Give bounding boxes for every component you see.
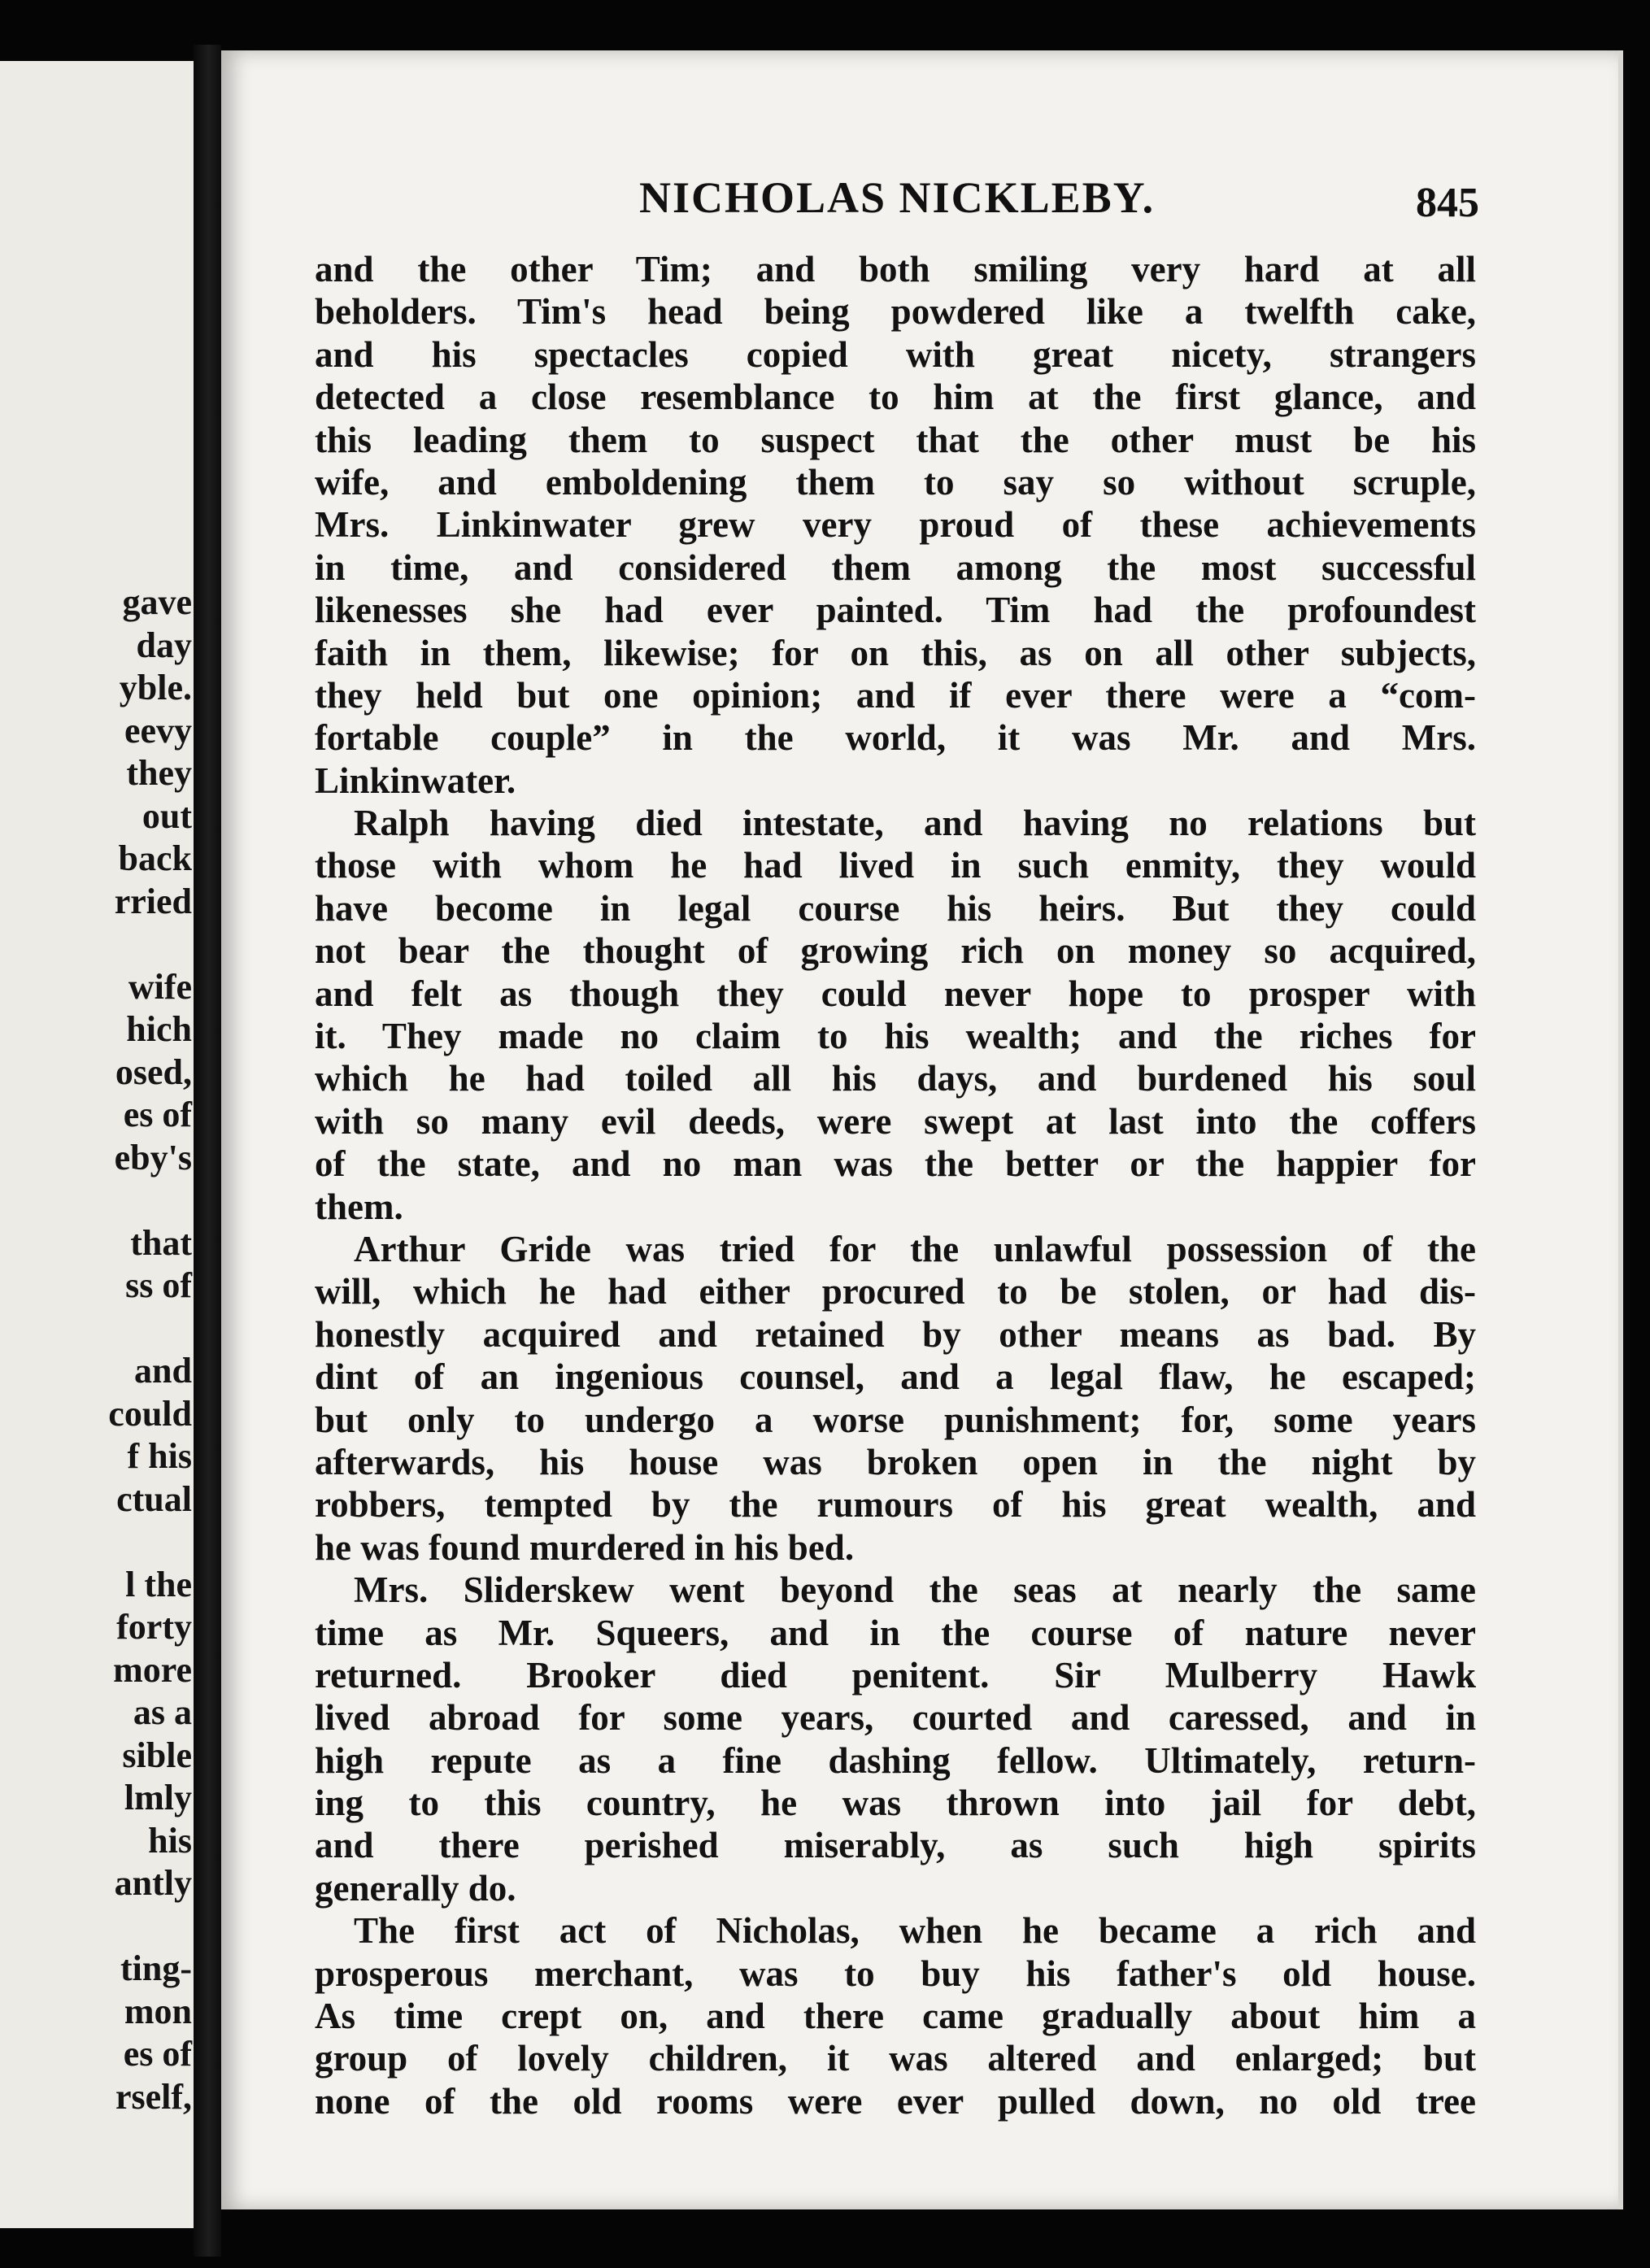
left-page-line: day <box>136 625 192 665</box>
left-page-line: his <box>148 1820 192 1861</box>
text-line: they held but one opinion; and if ever there were a “com- <box>315 674 1476 716</box>
left-page-line: eevy <box>124 710 192 751</box>
book-gutter <box>194 45 221 2257</box>
text-line: will, which he had either procured to be stolen, or had dis- <box>315 1271 1476 1312</box>
paragraph <box>315 1228 1476 1569</box>
paragraph <box>315 248 1476 802</box>
left-page-line: back <box>118 838 192 878</box>
text-line: faith in them, likewise; for on this, as on all other subjects, <box>315 632 1476 673</box>
left-page-line <box>0 1905 192 1948</box>
left-page-line: more <box>113 1649 192 1690</box>
left-page-line: sible <box>122 1735 192 1775</box>
left-page-line: mon <box>124 1991 192 2031</box>
text-line: generally do. <box>315 1867 516 1909</box>
left-page-line: and <box>134 1351 192 1391</box>
text-line: them. <box>315 1186 403 1227</box>
body-text <box>315 248 1476 2167</box>
text-line: returned. Brooker died penitent. Sir Mulberry Hawk <box>315 1654 1476 1696</box>
left-page-line: hich <box>126 1009 192 1049</box>
text-line: have become in legal course his heirs. But they could <box>315 887 1476 929</box>
left-page-line: es of <box>123 2034 192 2074</box>
text-line: honestly acquired and retained by other means as bad. By <box>315 1313 1476 1355</box>
text-line: those with whom he had lived in such enmity, they would <box>315 845 1476 886</box>
text-line: and his spectacles copied with great nicety, strangers <box>315 333 1476 375</box>
text-line: group of lovely children, it was altered and enlarged; but <box>315 2038 1476 2079</box>
text-line: Mrs. Sliderskew went beyond the seas at nearly the same <box>354 1569 1476 1611</box>
text-line: in time, and considered them among the most successful <box>315 546 1476 588</box>
text-line: wife, and emboldening them to say so without scruple, <box>315 461 1476 503</box>
left-page-line: lmly <box>124 1778 192 1817</box>
paragraph <box>315 802 1476 1228</box>
text-line: this leading them to suspect that the other must be his <box>315 419 1476 460</box>
text-line: not bear the thought of growing rich on money so acquired, <box>315 930 1476 972</box>
left-page-line: wife <box>128 966 192 1007</box>
left-page-line: f his <box>127 1436 192 1476</box>
left-page-line: ctual <box>116 1478 192 1519</box>
text-line: As time crept on, and there came gradually about him a <box>315 1996 1476 2037</box>
left-page-text <box>0 581 192 2118</box>
left-page-line: gave <box>122 582 192 622</box>
text-line: Mrs. Linkinwater grew very proud of these achievements <box>315 504 1476 546</box>
left-page-line: es of <box>123 1095 192 1134</box>
left-page-line <box>0 1521 192 1564</box>
text-line: detected a close resemblance to him at the first glance, and <box>315 377 1476 418</box>
text-line: fortable couple” in the world, it was Mr. and Mrs. <box>315 717 1476 759</box>
running-head <box>221 172 1618 237</box>
text-line: beholders. Tim's head being powdered like a twelfth cake, <box>315 291 1476 333</box>
left-page-line: rself, <box>115 2076 192 2117</box>
left-page-line <box>0 1179 192 1222</box>
left-page-line: l the <box>125 1564 192 1604</box>
text-line: time as Mr. Squeers, and in the course of nature never <box>315 1612 1476 1653</box>
text-line: Arthur Gride was tried for the unlawful possession of the <box>354 1228 1476 1269</box>
page-number: 845 <box>1416 180 1479 226</box>
left-page-line: eby's <box>114 1137 192 1178</box>
text-line: Linkinwater. <box>315 760 516 801</box>
left-page-line: that <box>130 1222 192 1263</box>
text-line: none of the old rooms were ever pulled down, no old tree <box>315 2080 1476 2122</box>
left-page-line: as a <box>133 1692 192 1732</box>
text-line: likenesses she had ever painted. Tim had the profoundest <box>315 590 1476 631</box>
text-line: robbers, tempted by the rumours of his great wealth, and <box>315 1484 1476 1526</box>
left-page-line: out <box>141 795 192 836</box>
text-line: The first act of Nicholas, when he became a rich and <box>354 1910 1476 1952</box>
left-page-line: ting- <box>120 1948 192 1988</box>
text-line: with so many evil deeds, were swept at last into the coffers <box>315 1100 1476 1142</box>
text-line: high repute as a fine dashing fellow. Ultimately, return- <box>315 1739 1476 1781</box>
left-page-line <box>0 1308 192 1351</box>
paragraph <box>315 1569 1476 1909</box>
text-line: he was found murdered in his bed. <box>315 1526 855 1568</box>
running-head-title: NICHOLAS NICKLEBY. <box>639 173 1156 222</box>
text-line: which he had toiled all his days, and burdened his soul <box>315 1058 1476 1099</box>
text-line: and the other Tim; and both smiling very hard at all <box>315 249 1476 289</box>
text-line: Ralph having died intestate, and having no relations but <box>354 803 1476 844</box>
right-page <box>221 50 1623 2209</box>
left-page-line: could <box>108 1393 192 1434</box>
text-line: prosperous merchant, was to buy his father's old house. <box>315 1952 1476 1994</box>
left-page-line: they <box>126 753 192 793</box>
text-line: but only to undergo a worse punishment; for, some years <box>315 1399 1476 1440</box>
text-line: ing to this country, he was thrown into jail for debt, <box>315 1783 1476 1824</box>
text-line: dint of an ingenious counsel, and a legal flaw, he escaped; <box>315 1356 1476 1398</box>
text-line: and there perished miserably, as such high spirits <box>315 1825 1476 1866</box>
left-page-line: antly <box>114 1863 192 1903</box>
text-line: it. They made no claim to his wealth; and the riches for <box>315 1016 1476 1057</box>
paragraph <box>315 1909 1476 2122</box>
left-page-fragment <box>0 61 194 2228</box>
left-page-line: ss of <box>125 1265 192 1305</box>
left-page-line: forty <box>116 1607 192 1647</box>
left-page-line <box>0 923 192 966</box>
text-line: and felt as though they could never hope to prosper with <box>315 973 1476 1014</box>
left-page-line: rried <box>114 881 192 921</box>
text-line: afterwards, his house was broken open in the night by <box>315 1441 1476 1482</box>
text-line: lived abroad for some years, courted and caressed, and in <box>315 1697 1476 1739</box>
left-page-line: yble. <box>119 668 192 707</box>
text-line: of the state, and no man was the better or the happier for <box>315 1143 1476 1185</box>
left-page-line: osed, <box>115 1051 192 1092</box>
